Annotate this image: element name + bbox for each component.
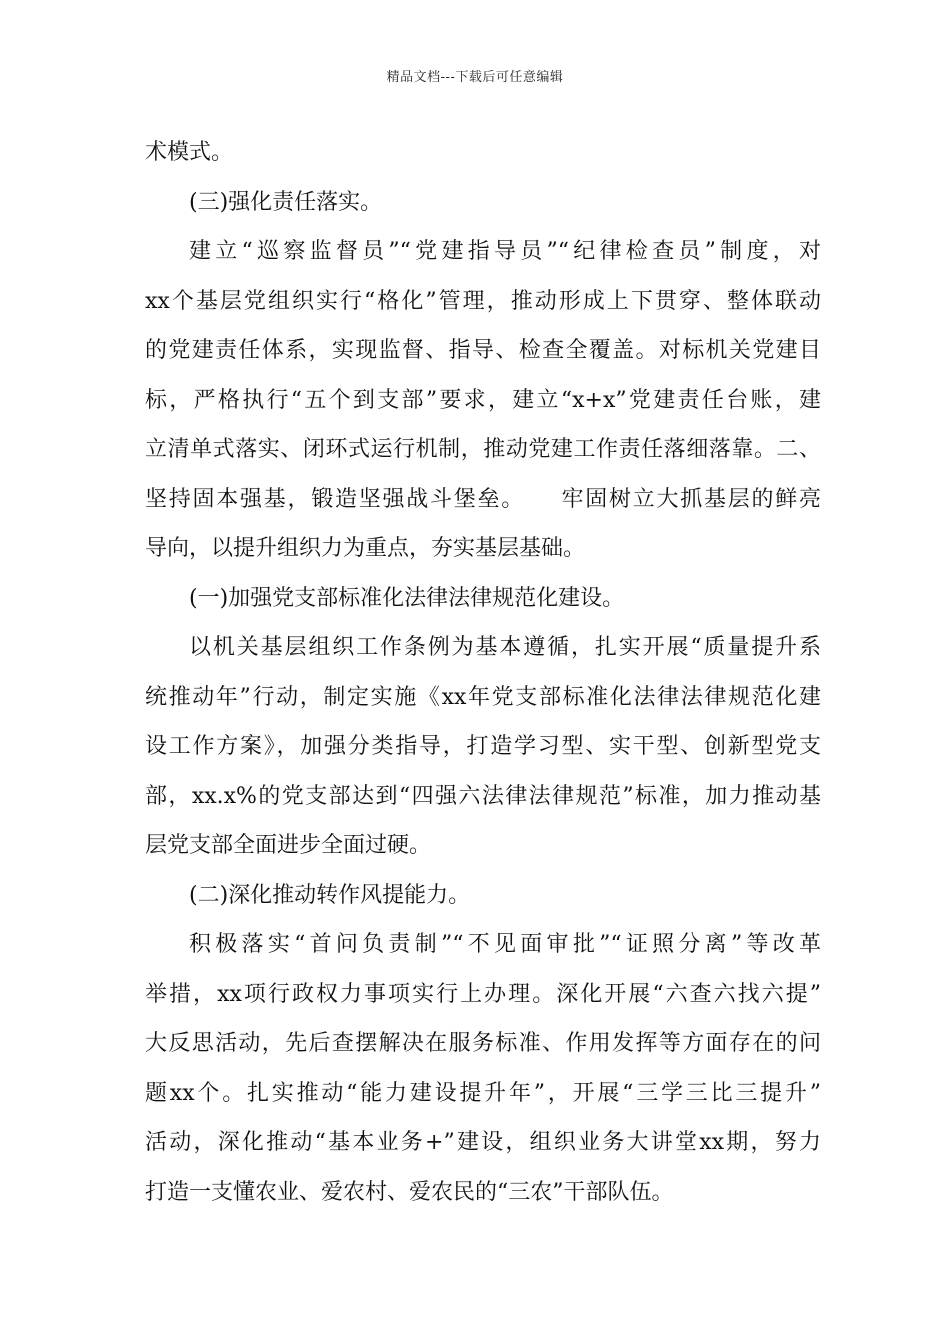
text-line: 统推动年”行动，制定实施《xx年党支部标准化法律法律规范化建 <box>145 684 821 710</box>
text-line: 坚持固本强基，锻造坚强战斗堡垒。 牢固树立大抓基层的鲜亮 <box>145 486 821 512</box>
document-body <box>145 128 821 1217</box>
text-line: 积极落实“首问负责制”“不见面审批”“证照分离”等改革 <box>189 932 821 957</box>
text-line: 设工作方案》，加强分类指导，打造学习型、实干型、创新型党支 <box>145 734 821 759</box>
text-line: 层党支部全面进步全面过硬。 <box>145 833 432 858</box>
page-header: 精品文档---下载后可任意编辑 <box>386 70 564 85</box>
text-line: 建立“巡察监督员”“党建指导员”“纪律检查员”制度，对 <box>189 239 821 264</box>
text-line: 举措，xx项行政权力事项实行上办理。深化开展“六查六找六提” <box>145 981 821 1007</box>
text-line: 导向，以提升组织力为重点，夯实基层基础。 <box>145 536 586 561</box>
section-heading: (一)加强党支部标准化法律法律规范化建设。 <box>189 585 625 611</box>
text-line: 的党建责任体系，实现监督、指导、检查全覆盖。对标机关党建目 <box>145 338 821 363</box>
text-line: 标，严格执行“五个到支部”要求，建立“x+x”党建责任台账，建 <box>145 387 821 413</box>
text-line: 术模式。 <box>145 140 234 165</box>
text-line: 题xx个。扎实推动“能力建设提升年”，开展“三学三比三提升” <box>145 1080 821 1106</box>
section-heading: (二)深化推动转作风提能力。 <box>189 882 471 908</box>
text-line: 打造一支懂农业、爱农村、爱农民的“三农”干部队伍。 <box>145 1179 674 1205</box>
text-line: xx个基层党组织实行“格化”管理，推动形成上下贯穿、整体联动 <box>145 288 821 314</box>
section-heading: (三)强化责任落实。 <box>189 189 383 215</box>
text-line: 立清单式落实、闭环式运行机制，推动党建工作责任落细落靠。二、 <box>145 437 821 462</box>
text-line: 部，xx.x%的党支部达到“四强六法律法律规范”标准，加力推动基 <box>145 783 821 809</box>
text-line: 活动，深化推动“基本业务+”建设，组织业务大讲堂xx期，努力 <box>145 1130 821 1155</box>
text-line: 大反思活动，先后查摆解决在服务标准、作用发挥等方面存在的问 <box>145 1031 821 1056</box>
text-line: 以机关基层组织工作条例为基本遵循，扎实开展“质量提升系 <box>189 635 821 660</box>
